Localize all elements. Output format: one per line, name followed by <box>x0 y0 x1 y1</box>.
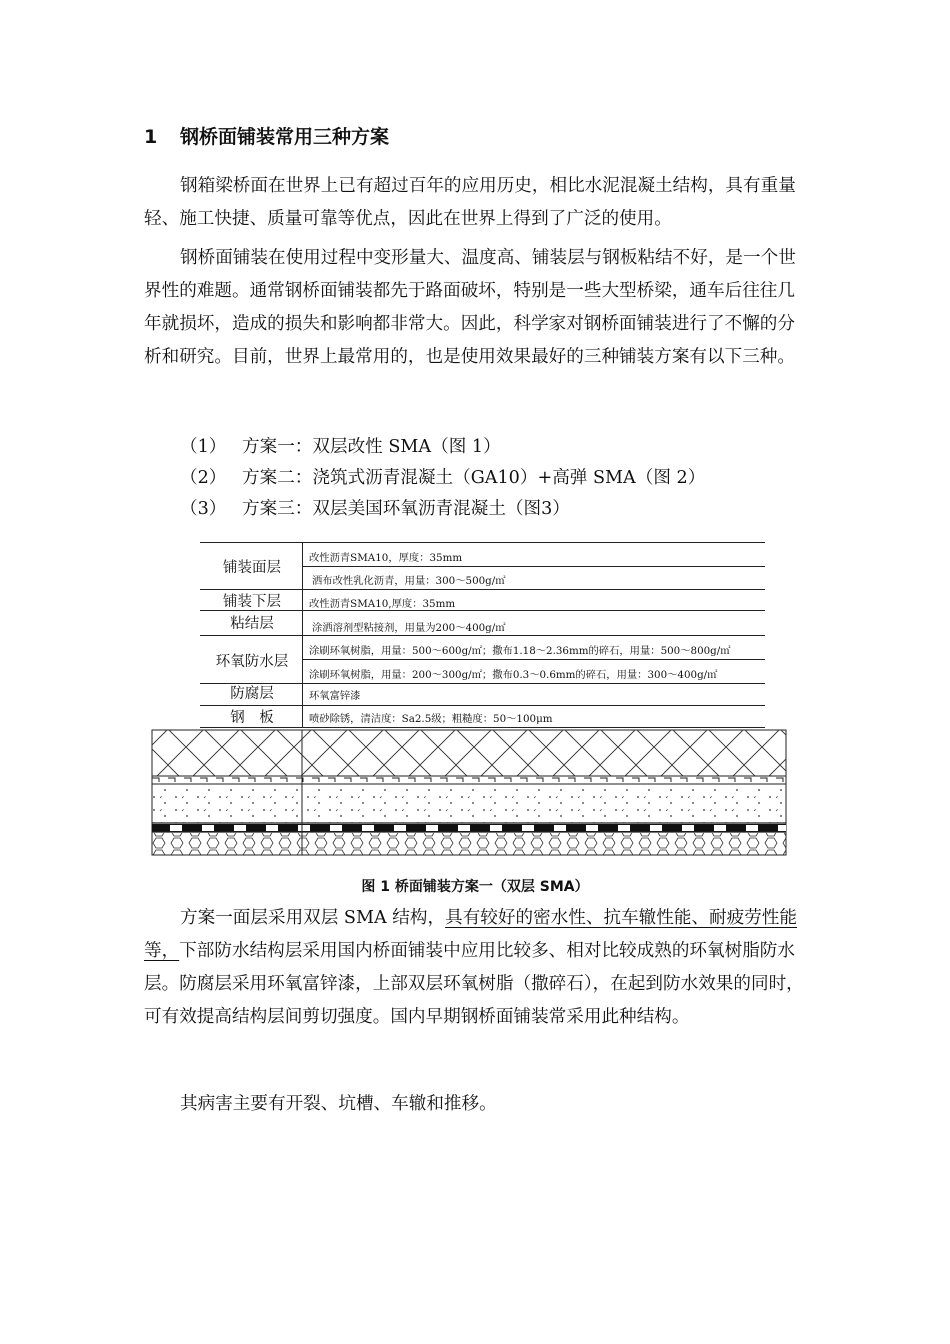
scheme-text: 方案二：浇筑式沥青混凝土（GA10）+高弹 SMA（图 2） <box>242 468 706 488</box>
layer-desc: 涂刷环氧树脂，用量：500～600g/㎡；撒布1.18～2.36mm的碎石，用量：500～800g/㎡ <box>309 645 731 657</box>
layer-cross-section-drawing <box>150 729 788 857</box>
layer-desc: 喷砂除锈，清洁度：Sa2.5级；粗糙度：50～100μm <box>309 713 553 725</box>
layer-desc: 涂刷环氧树脂，用量：200～300g/㎡；撒布0.3～0.6mm的碎石，用量：300～400g/㎡ <box>309 669 718 681</box>
layer-desc: 环氧富锌漆 <box>309 690 361 702</box>
layer-name-waterproof: 环氧防水层 <box>215 654 289 670</box>
scheme-item-2 <box>180 463 705 493</box>
intro-paragraph-1: 钢箱梁桥面在世界上已有超过百年的应用历史，相比水泥混凝土结构，具有重量轻、施工快捷、质量可靠等优点，因此在世界上得到了广泛的使用。 <box>144 176 796 229</box>
discussion-text: 方案一面层采用双层 SMA 结构， <box>180 908 446 928</box>
layer-name-surface: 铺装面层 <box>223 560 281 576</box>
scheme-text: 方案三：双层美国环氧沥青混凝土（图3） <box>242 499 570 519</box>
scheme-index: （1） <box>180 437 227 457</box>
layer-desc: 改性沥青SMA10,厚度：35mm <box>309 598 456 610</box>
intro-paragraph-2: 钢桥面铺装在使用过程中变形量大、温度高、铺装层与钢板粘结不好，是一个世界性的难题。通常钢桥面铺装都先于路面破坏，特别是一些大型桥梁，通车后往往几年就损坏，造成的损失和影响都非常大。因此，科学家对钢桥面铺装进行了不懈的分析和研究。目前，世界上最常用的，也是使用效果最好的三种铺装方案有以下三种。 <box>144 248 796 367</box>
scheme-item-1 <box>180 432 501 462</box>
scheme-item-3 <box>180 494 570 524</box>
discussion-underlined-text: 具有较好的密水性、抗车辙性能、耐疲劳性能等， <box>144 908 797 961</box>
layer-desc: 涂洒溶剂型粘接剂，用量为200～400g/㎡ <box>312 622 506 634</box>
discussion-paragraph-2: 其病害主要有开裂、坑槽、车辙和推移。 <box>180 1094 497 1114</box>
table-rule <box>302 566 765 567</box>
scheme-index: （3） <box>180 499 227 519</box>
layer-name-steel: 钢 板 <box>230 710 274 726</box>
scheme-text: 方案一：双层改性 SMA（图 1） <box>242 437 501 457</box>
table-rule <box>200 542 765 543</box>
table-rule <box>200 727 765 728</box>
section-heading <box>144 122 389 149</box>
table-rule <box>200 635 765 636</box>
table-divider <box>302 542 303 727</box>
layer-name-bond: 粘结层 <box>230 616 274 632</box>
discussion-text: 下部防水结构层采用国内桥面铺装中应用比较多、相对比较成熟的环氧树脂防水层。防腐层采用环氧富锌漆，上部双层环氧树脂（撒碎石），在起到防水效果的同时，可有效提高结构层间剪切强度。国内早期钢桥面铺装常采用此种结构。 <box>144 941 804 1027</box>
section-title: 钢桥面铺装常用三种方案 <box>180 126 390 148</box>
discussion-paragraph-1 <box>144 902 808 1034</box>
table-rule <box>302 659 765 660</box>
figure-caption: 图 1 桥面铺装方案一（双层 SMA） <box>361 879 589 895</box>
section-number: 1 <box>144 126 158 148</box>
layer-desc: 改性沥青SMA10，厚度：35mm <box>309 552 463 564</box>
layer-name-lower: 铺装下层 <box>223 594 281 610</box>
layer-name-anticorrosion: 防腐层 <box>230 686 274 702</box>
scheme-index: （2） <box>180 468 227 488</box>
layer-desc: 洒布改性乳化沥青，用量：300～500g/㎡ <box>312 575 506 587</box>
